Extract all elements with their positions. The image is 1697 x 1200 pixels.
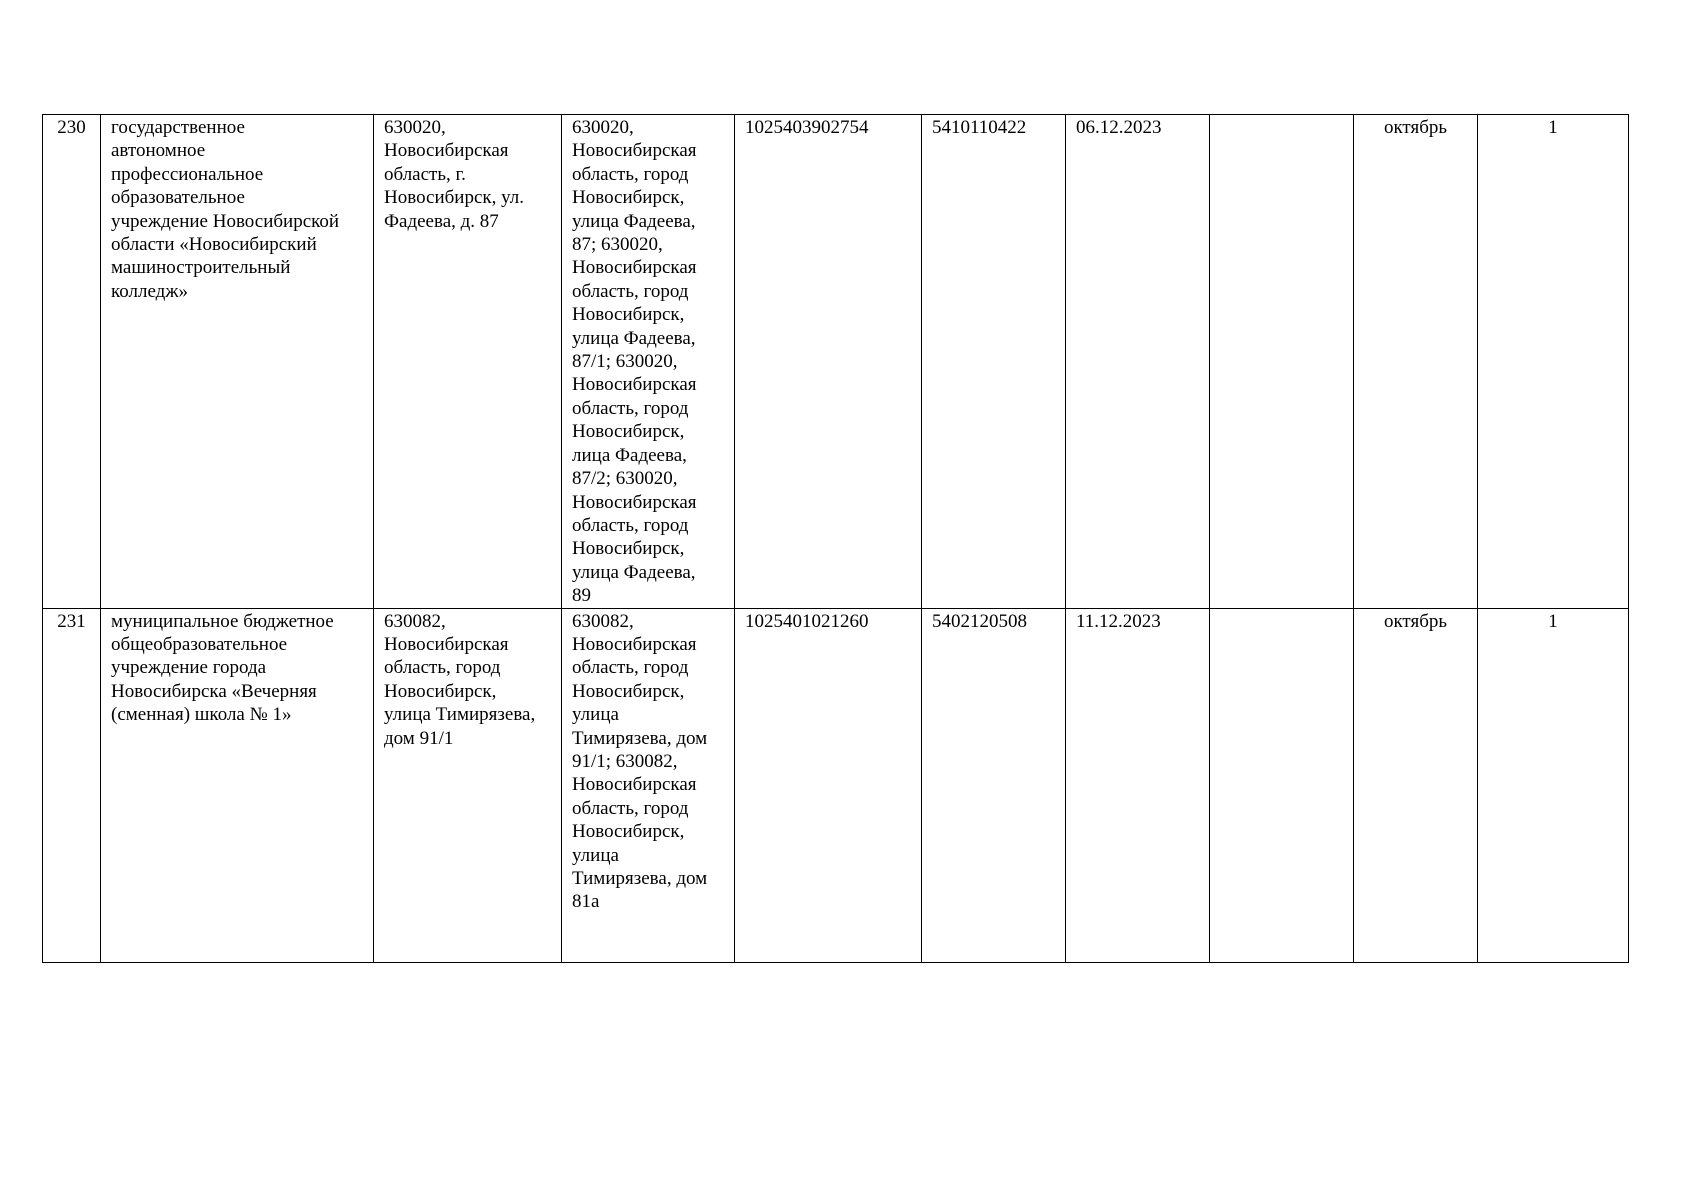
inn-cell: 5402120508 — [922, 608, 1066, 962]
month-cell: октябрь — [1354, 115, 1478, 609]
actual-address: 630082, Новосибирская область, город Новосибирск, улица Тимирязева, дом 91/1; 630082, Новосибирская область, город Новосибирск, улица Тимирязева, дом 81а — [562, 608, 735, 962]
date-cell: 11.12.2023 — [1066, 608, 1210, 962]
legal-address: 630020, Новосибирская область, г. Новосибирск, ул. Фадеева, д. 87 — [374, 115, 562, 609]
table-row — [43, 608, 1629, 962]
inn-cell: 5410110422 — [922, 115, 1066, 609]
date-cell: 06.12.2023 — [1066, 115, 1210, 609]
organization-name: государственное автономное профессиональное образовательное учреждение Новосибирской области «Новосибирский машиностроительный колледж» — [101, 115, 374, 609]
ogrn-cell: 1025403902754 — [735, 115, 922, 609]
row-number: 230 — [43, 115, 101, 609]
empty-cell — [1210, 115, 1354, 609]
actual-address: 630020, Новосибирская область, город Новосибирск, улица Фадеева, 87; 630020, Новосибирская область, город Новосибирск, улица Фадеева, 87/1; 630020, Новосибирская область, город Новосибирск, лица Фадеева, 87/2; 630020, Новосибирская область, город Новосибирск, улица Фадеева, 89 — [562, 115, 735, 609]
row-number: 231 — [43, 608, 101, 962]
count-cell: 1 — [1478, 115, 1629, 609]
legal-address: 630082, Новосибирская область, город Новосибирск, улица Тимирязева, дом 91/1 — [374, 608, 562, 962]
registry-table — [42, 114, 1629, 963]
count-cell: 1 — [1478, 608, 1629, 962]
organization-name: муниципальное бюджетное общеобразовательное учреждение города Новосибирска «Вечерняя (сменная) школа № 1» — [101, 608, 374, 962]
ogrn-cell: 1025401021260 — [735, 608, 922, 962]
table-row — [43, 115, 1629, 609]
month-cell: октябрь — [1354, 608, 1478, 962]
empty-cell — [1210, 608, 1354, 962]
